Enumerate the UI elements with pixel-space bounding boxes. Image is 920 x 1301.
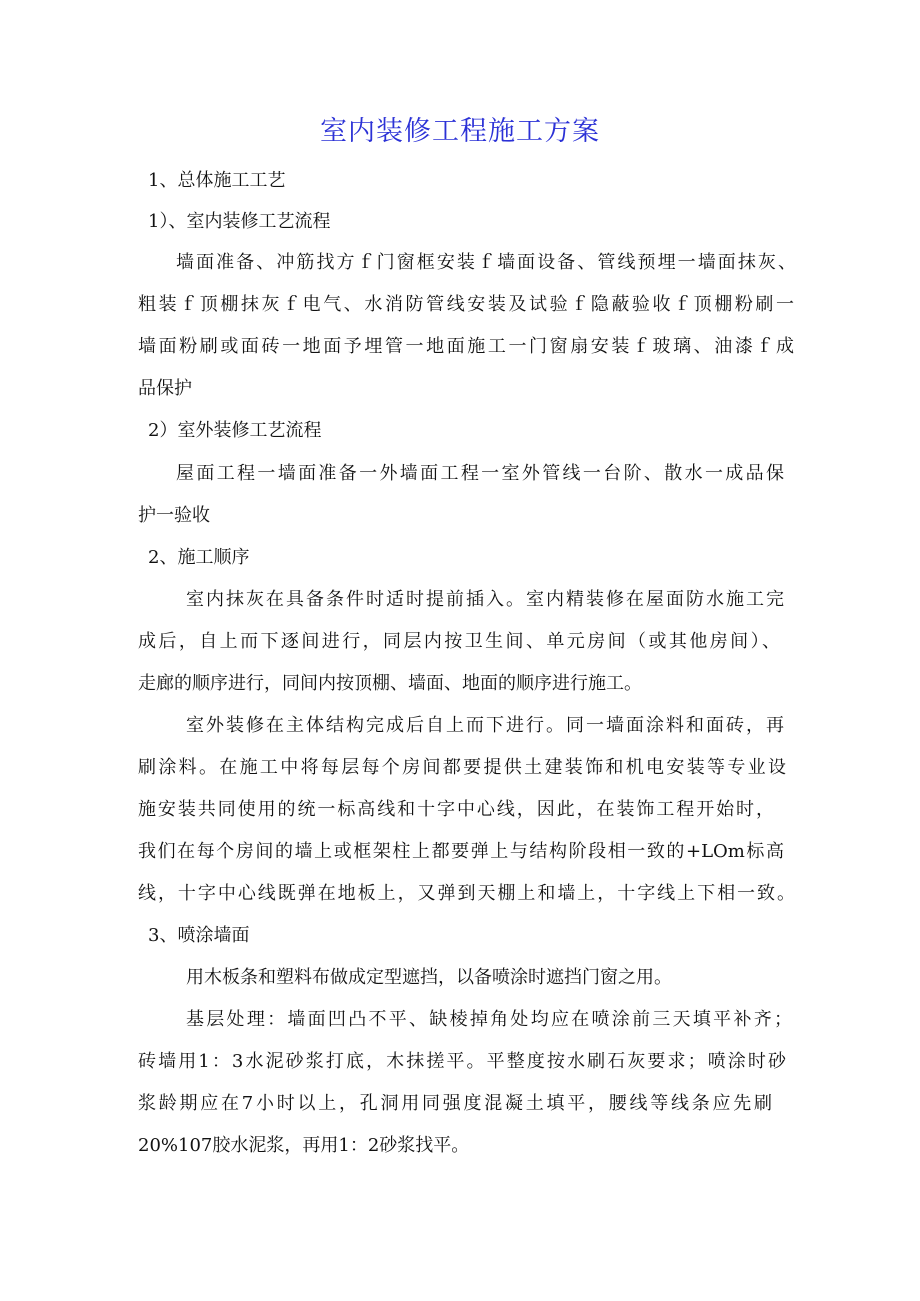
section-heading-2: 2、施工顺序: [148, 547, 250, 568]
paragraph-line: 墙面准备、冲筋找方ｆ门窗框安装ｆ墙面设备、管线预埋一墙面抹灰、: [176, 252, 796, 273]
paragraph-line: 基层处理：墙面凹凸不平、缺棱掉角处均应在喷涂前三天填平补齐；: [186, 1009, 792, 1030]
paragraph-line: 成后，自上而下逐间进行，同层内按卫生间、单元房间（或其他房间）、: [138, 631, 780, 652]
paragraph-line: 浆龄期应在7小时以上，孔洞用同强度混凝土填平，腰线等线条应先刷: [138, 1093, 772, 1114]
section-heading-1: 1、总体施工工艺: [148, 170, 286, 191]
paragraph-line: 20%107胶水泥浆，再用1：2砂浆找平。: [138, 1135, 470, 1156]
paragraph-line: 施安装共同使用的统一标高线和十字中心线，因此，在装饰工程开始时，: [138, 799, 774, 820]
paragraph-line: 线，十字中心线既弹在地板上，又弹到天棚上和墙上，十字线上下相一致。: [138, 883, 795, 904]
paragraph-line: 室内抹灰在具备条件时适时提前插入。室内精装修在屋面防水施工完: [186, 589, 784, 610]
paragraph-line: 室外装修在主体结构完成后自上而下进行。同一墙面涂料和面砖，再: [186, 715, 784, 736]
paragraph-line: 砖墙用1：3水泥砂浆打底，木抹搓平。平整度按水刷石灰要求；喷涂时砂: [138, 1051, 786, 1072]
document-title: 室内装修工程施工方案: [320, 116, 600, 147]
subsection-heading-1-2: 2）室外装修工艺流程: [148, 420, 322, 441]
paragraph-line: 刷涂料。在施工中将每层每个房间都要提供土建装饰和机电安装等专业设: [138, 757, 786, 778]
paragraph-line: 走廊的顺序进行，同间内按顶棚、墙面、地面的顺序进行施工。: [138, 673, 642, 694]
paragraph-line: 我们在每个房间的墙上或框架柱上都要弹上与结构阶段相一致的+LOm标高: [138, 841, 784, 862]
paragraph-line: 墙面粉刷或面砖一地面予埋管一地面施工一门窗扇安装ｆ玻璃、油漆ｆ成: [138, 336, 794, 357]
paragraph-line: 屋面工程一墙面准备一外墙面工程一室外管线一台阶、散水一成品保: [176, 463, 784, 484]
paragraph-line: 护一验收: [138, 505, 210, 526]
section-heading-3: 3、喷涂墙面: [148, 925, 250, 946]
paragraph-line: 粗装ｆ顶棚抹灰ｆ电气、水消防管线安装及试验ｆ隐蔽验收ｆ顶棚粉刷一: [138, 294, 794, 315]
paragraph-line: 品保护: [138, 378, 192, 399]
paragraph-line: 用木板条和塑料布做成定型遮挡，以备喷涂时遮挡门窗之用。: [186, 967, 672, 988]
subsection-heading-1-1: 1）、室内装修工艺流程: [148, 211, 331, 232]
